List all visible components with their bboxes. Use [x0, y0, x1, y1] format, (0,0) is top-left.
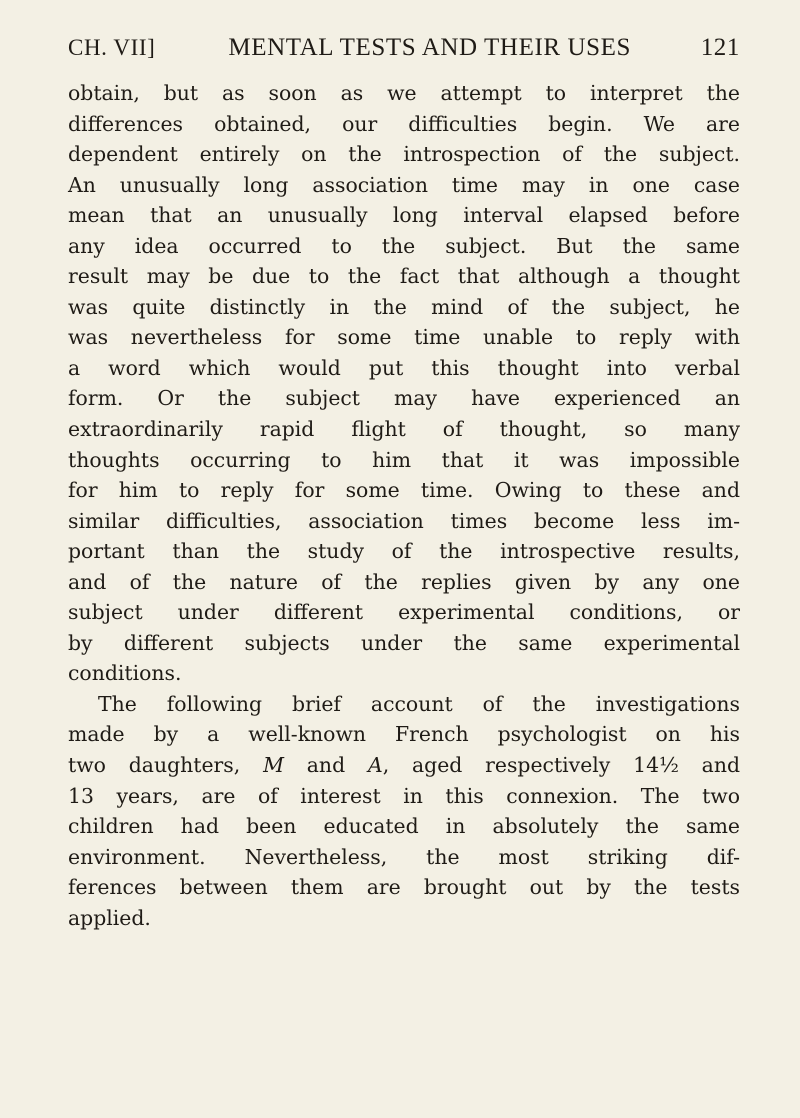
text-line: differences obtained, our difficulties begin. We are [68, 111, 740, 136]
running-title: MENTAL TESTS AND THEIR USES [228, 34, 632, 61]
text-run: and [283, 753, 368, 778]
text-line: thoughts occurring to him that it was impossible [68, 447, 740, 472]
chapter-label: CH. VII] [68, 35, 156, 60]
text-line: was quite distinctly in the mind of the subject, he [68, 294, 740, 319]
text-line: children had been educated in absolutely the same [68, 814, 740, 839]
text-run: two daughters, [68, 753, 264, 778]
italic-initial-a: A [367, 753, 383, 778]
text-line: obtain, but as soon as we attempt to interpret the [68, 81, 740, 105]
text-line: for him to reply for some time. Owing to these and [68, 478, 740, 503]
text-line: by different subjects under the same experimental [68, 630, 740, 655]
text-line: mean that an unusually long interval elapsed before [68, 203, 740, 228]
book-page [68, 34, 740, 933]
text-line: conditions. [68, 661, 182, 686]
text-line: applied. [68, 905, 151, 930]
text-line: dependent entirely on the introspection of the subject. [68, 142, 740, 167]
text-line: any idea occurred to the subject. But the same [68, 233, 740, 258]
text-line: subject under different experimental conditions, or [68, 600, 740, 625]
body-text [68, 78, 740, 933]
page-number: 121 [700, 34, 740, 61]
paragraph-1 [68, 78, 740, 689]
text-line: and of the nature of the replies given by any one [68, 569, 740, 594]
text-line: form. Or the subject may have experienced an [68, 386, 740, 411]
text-line: made by a well-known French psychologist on his [68, 722, 740, 747]
paragraph-2 [68, 689, 740, 933]
text-line: portant than the study of the introspective results, [68, 539, 740, 564]
text-line [68, 750, 740, 781]
italic-initial-m: M [263, 753, 284, 778]
running-head [68, 34, 740, 68]
text-line: The following brief account of the investigations [98, 691, 740, 716]
text-line: result may be due to the fact that although a thought [68, 264, 740, 289]
text-line: 13 years, are of interest in this connexion. The two [68, 783, 740, 808]
text-line: ferences between them are brought out by the tests [68, 875, 740, 900]
text-line: extraordinarily rapid flight of thought, so many [68, 417, 740, 442]
text-line: similar difficulties, association times become less im- [68, 508, 740, 533]
text-line: a word which would put this thought into verbal [68, 355, 740, 380]
text-line: An unusually long association time may in one case [68, 172, 740, 197]
text-line: environment. Nevertheless, the most striking dif- [68, 844, 740, 869]
text-line: was nevertheless for some time unable to reply with [68, 325, 740, 350]
text-run: , aged respectively 14½ and [382, 753, 741, 778]
